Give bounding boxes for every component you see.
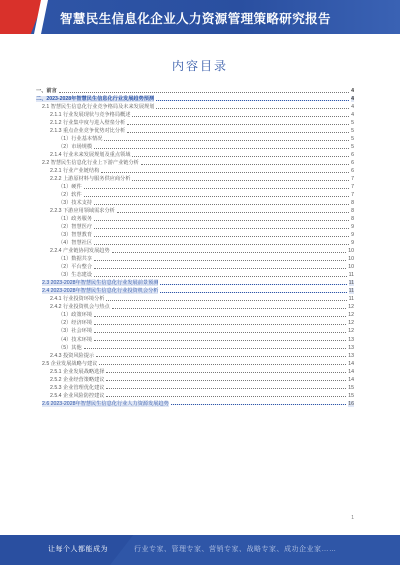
toc-leader-dots [106, 380, 346, 381]
toc-entry-page: 8 [351, 216, 354, 223]
toc-entry-page: 12 [348, 312, 354, 319]
toc-entry[interactable] [36, 134, 354, 142]
toc-entry-page: 12 [348, 328, 354, 335]
toc-leader-dots [94, 332, 346, 333]
toc-entry[interactable] [36, 351, 354, 359]
toc-entry-page: 13 [348, 352, 354, 359]
toc-leader-dots [106, 372, 346, 373]
toc-entry[interactable] [36, 198, 354, 206]
toc-leader-dots [112, 308, 347, 309]
toc-entry[interactable] [36, 150, 354, 158]
toc-entry-page: 8 [351, 200, 354, 207]
toc-entry-page: 11 [348, 280, 354, 287]
toc-entry-label: 2.1 智慧民生信息化行业竞争格局及未来发展规划 [42, 104, 155, 111]
toc-entry-label: （3）技术支持 [58, 200, 93, 207]
toc-entry-page: 11 [348, 272, 354, 279]
toc-entry-page: 13 [348, 344, 354, 351]
toc-entry-page: 10 [348, 264, 354, 271]
toc-entry-page: 4 [351, 88, 354, 95]
toc-entry-label: 2.4.3 投资风险提示 [50, 352, 95, 359]
toc-entry-page: 16 [348, 400, 354, 407]
toc-entry-page: 15 [348, 384, 354, 391]
toc-entry-label: 2.2.4 产业链协同发展趋势 [50, 248, 110, 255]
toc-leader-dots [94, 220, 349, 221]
toc-leader-dots [84, 196, 349, 197]
toc-entry-page: 14 [348, 376, 354, 383]
toc-entry-label: （1）政务服务 [58, 216, 93, 223]
toc-entry[interactable] [36, 383, 354, 391]
toc-entry[interactable] [36, 359, 354, 367]
toc-entry-label: 2.2 智慧民生信息化行业上下游产业链分析 [42, 160, 139, 167]
toc-entry-page: 12 [348, 320, 354, 327]
toc-entry-page: 4 [351, 104, 354, 111]
toc-entry-page: 12 [348, 304, 354, 311]
toc-entry-label: 2.4.1 行业投资环境分析 [50, 296, 105, 303]
footer-banner [0, 535, 400, 565]
toc-entry[interactable] [36, 262, 354, 270]
table-of-contents [36, 86, 354, 407]
toc-leader-dots [160, 284, 346, 285]
footer-slogan-right: 行业专家、管理专家、营销专家、战略专家、成功企业家…… [134, 546, 337, 553]
toc-leader-dots [132, 156, 349, 157]
report-title: 智慧民生信息化企业人力资源管理策略研究报告 [60, 12, 331, 26]
toc-entry-label: （4）智慧社区 [58, 240, 93, 247]
toc-entry-page: 7 [351, 184, 354, 191]
toc-entry-label: （5）其他 [58, 344, 82, 351]
toc-entry-label: 2.1.4 行业未来发展规划及重点领域 [50, 152, 131, 159]
header-banner [0, 0, 400, 34]
toc-entry-label: （2）智慧医疗 [58, 224, 93, 231]
toc-entry[interactable] [36, 102, 354, 110]
toc-leader-dots [132, 116, 349, 117]
toc-entry-page: 5 [351, 144, 354, 151]
toc-heading: 内容目录 [171, 59, 228, 73]
toc-leader-dots [127, 132, 349, 133]
toc-entry[interactable] [36, 326, 354, 334]
toc-entry-page: 14 [348, 368, 354, 375]
toc-entry[interactable] [36, 278, 354, 286]
toc-entry-label: 2.6 2023-2028年智慧民生信息化行业人力资源发展趋势 [42, 400, 169, 407]
toc-leader-dots [94, 244, 349, 245]
toc-leader-dots [156, 100, 349, 101]
toc-entry-page: 11 [348, 296, 354, 303]
toc-entry[interactable] [36, 343, 354, 351]
toc-entry[interactable] [36, 118, 354, 126]
toc-entry-label: （3）生态建设 [58, 272, 93, 279]
toc-leader-dots [132, 180, 349, 181]
toc-entry[interactable] [36, 399, 354, 407]
toc-leader-dots [112, 252, 347, 253]
toc-entry-label: 2.5 企业发展战略与建议 [42, 360, 98, 367]
toc-entry-page: 14 [348, 360, 354, 367]
toc-leader-dots [59, 92, 349, 93]
toc-leader-dots [94, 340, 346, 341]
toc-leader-dots [84, 188, 349, 189]
toc-leader-dots [171, 404, 346, 405]
toc-entry-label: （2）经济环境 [58, 320, 93, 327]
toc-entry[interactable] [36, 110, 354, 118]
toc-leader-dots [127, 124, 349, 125]
toc-leader-dots [117, 212, 349, 213]
toc-entry-label: 2.1.1 行业发展现状与竞争格局概述 [50, 112, 131, 119]
toc-leader-dots [99, 364, 346, 365]
toc-entry-label: （3）社会环境 [58, 328, 93, 335]
toc-leader-dots [101, 172, 349, 173]
toc-entry[interactable] [36, 294, 354, 302]
toc-leader-dots [160, 292, 346, 293]
toc-entry-page: 8 [351, 208, 354, 215]
toc-entry-page: 6 [351, 152, 354, 159]
toc-entry-label: 2.5.2 企业经营策略建议 [50, 376, 105, 383]
toc-entry-page: 9 [351, 232, 354, 239]
toc-entry-label: 2.5.1 企业发展战略选择 [50, 368, 105, 375]
toc-entry-label: 2.2.2 上游原材料与服务供应商分析 [50, 176, 131, 183]
footer-slogan-left: 让每个人都能成为 [48, 546, 108, 553]
toc-entry-page: 10 [348, 256, 354, 263]
toc-entry[interactable] [36, 230, 354, 238]
toc-entry[interactable] [36, 158, 354, 166]
toc-entry[interactable] [36, 94, 354, 102]
toc-entry-label: 2.5.4 企业风险防控建议 [50, 392, 105, 399]
toc-leader-dots [94, 268, 346, 269]
toc-leader-dots [94, 148, 349, 149]
toc-entry[interactable] [36, 270, 354, 278]
toc-entry-page: 4 [351, 96, 354, 103]
toc-entry-label: 二、2023-2028年智慧民生信息化行业发展趋势预测 [36, 96, 155, 103]
toc-leader-dots [94, 324, 346, 325]
toc-entry[interactable] [36, 254, 354, 262]
toc-entry[interactable] [36, 206, 354, 214]
toc-entry-label: （2）软件 [58, 192, 82, 199]
toc-entry[interactable] [36, 318, 354, 326]
toc-entry-page: 6 [351, 168, 354, 175]
toc-entry-page: 11 [348, 288, 354, 295]
toc-leader-dots [94, 276, 347, 277]
toc-entry-label: （3）智慧教育 [58, 232, 93, 239]
toc-entry-label: 2.5.3 企业管理优化建议 [50, 384, 105, 391]
toc-entry[interactable] [36, 142, 354, 150]
toc-entry-page: 9 [351, 224, 354, 231]
toc-entry-page: 7 [351, 192, 354, 199]
toc-entry-page: 5 [351, 128, 354, 135]
toc-leader-dots [94, 204, 349, 205]
toc-leader-dots [94, 236, 349, 237]
toc-entry-page: 9 [351, 240, 354, 247]
toc-entry[interactable] [36, 238, 354, 246]
toc-entry-page: 4 [351, 112, 354, 119]
toc-entry[interactable] [36, 246, 354, 254]
toc-entry[interactable] [36, 214, 354, 222]
toc-entry[interactable] [36, 367, 354, 375]
toc-entry-label: （4）技术环境 [58, 336, 93, 343]
toc-entry-label: （2）市场规模 [58, 144, 93, 151]
toc-leader-dots [104, 140, 349, 141]
toc-entry-label: 2.2.3 下游应用领域需求分析 [50, 208, 115, 215]
toc-entry-page: 15 [348, 392, 354, 399]
toc-entry-label: 2.2.1 行业产业链结构 [50, 168, 100, 175]
toc-entry-label: （1）政策环境 [58, 312, 93, 319]
toc-leader-dots [96, 356, 346, 357]
toc-leader-dots [141, 164, 349, 165]
toc-entry-label: （2）平台整合 [58, 264, 93, 271]
toc-leader-dots [156, 108, 349, 109]
toc-leader-dots [84, 348, 347, 349]
toc-leader-dots [94, 228, 349, 229]
toc-entry-page: 5 [351, 136, 354, 143]
toc-entry-page: 10 [348, 248, 354, 255]
toc-entry-label: 一、前言 [36, 88, 57, 95]
toc-entry[interactable] [36, 174, 354, 182]
toc-entry[interactable] [36, 166, 354, 174]
toc-entry[interactable] [36, 375, 354, 383]
toc-leader-dots [94, 260, 346, 261]
toc-leader-dots [106, 300, 346, 301]
toc-entry-label: （1）行业基本情况 [58, 136, 103, 143]
toc-entry[interactable] [36, 334, 354, 342]
toc-leader-dots [106, 396, 346, 397]
toc-entry-page: 5 [351, 120, 354, 127]
page-number: 1 [351, 515, 354, 521]
toc-entry-label: 2.1.2 行业集中度与进入壁垒分析 [50, 120, 126, 127]
toc-entry-page: 6 [351, 160, 354, 167]
toc-entry-label: 2.4.2 行业投资机会与热点 [50, 304, 110, 311]
toc-entry[interactable] [36, 286, 354, 294]
toc-entry[interactable] [36, 222, 354, 230]
toc-leader-dots [94, 316, 346, 317]
toc-entry-page: 7 [351, 176, 354, 183]
toc-leader-dots [106, 388, 346, 389]
toc-entry-page: 13 [348, 336, 354, 343]
toc-entry[interactable] [36, 310, 354, 318]
toc-entry[interactable] [36, 86, 354, 94]
toc-entry[interactable] [36, 182, 354, 190]
toc-entry-label: （1）硬件 [58, 184, 82, 191]
toc-entry[interactable] [36, 302, 354, 310]
toc-entry-label: 2.4 2023-2028年智慧民生信息化行业投资机会分析 [42, 288, 159, 295]
toc-entry-label: 2.1.3 重点企业竞争优势对比分析 [50, 128, 126, 135]
toc-entry[interactable] [36, 126, 354, 134]
toc-entry[interactable] [36, 190, 354, 198]
toc-entry-label: 2.3 2023-2028年智慧民生信息化行业发展前景预测 [42, 280, 159, 287]
toc-entry-label: （1）数据共享 [58, 256, 93, 263]
toc-entry[interactable] [36, 391, 354, 399]
